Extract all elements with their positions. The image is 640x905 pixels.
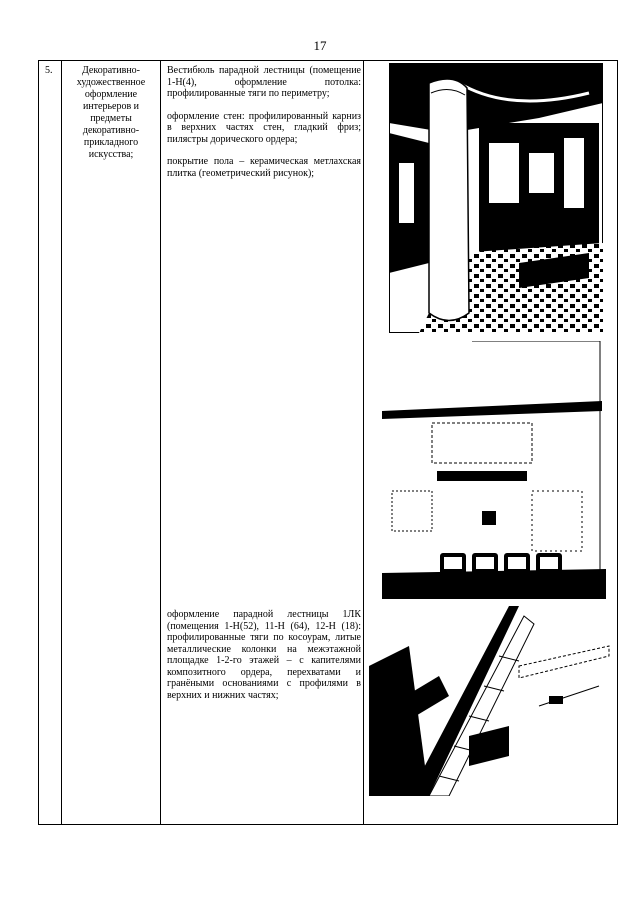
walls-text: оформление стен: профилированный карниз в верхних частях стен, гладкий фриз; пилястры дорического ордера; <box>167 110 361 145</box>
column-divider <box>363 61 364 824</box>
floor-text: покрытие пола – керамическая метлахская плитка (геометрический рисунок); <box>167 156 361 179</box>
hall-photo <box>382 341 606 599</box>
column-divider <box>160 61 161 824</box>
staircase-text: оформление парадной лестницы 1ЛК (помещения 1-Н(52), 11-Н (64), 12-Н (18): профилированные тяги по косоурам, литые металлические колонки на межэтажной площадке 1-2-го этажей – с капителями композитного ордера, перехватами и гранёными основаниями с профилями в верхних и нижних частях; <box>167 609 361 701</box>
ceiling-text: Вестибюль парадной лестницы (помещение 1-Н(4), оформление потолка: профилированные тяги по периметру; <box>167 65 361 99</box>
staircase-description <box>167 609 361 701</box>
row-number: 5. <box>45 65 53 76</box>
staircase-photo <box>369 606 615 796</box>
page-number: 17 <box>313 38 327 53</box>
category-text: Декоративно-художественное оформление интерьеров и предметы декоративно-прикладного искусства; <box>76 65 146 160</box>
vestibule-photo <box>389 63 603 333</box>
heritage-table <box>38 60 618 825</box>
vestibule-description <box>167 65 361 179</box>
column-divider <box>61 61 62 824</box>
